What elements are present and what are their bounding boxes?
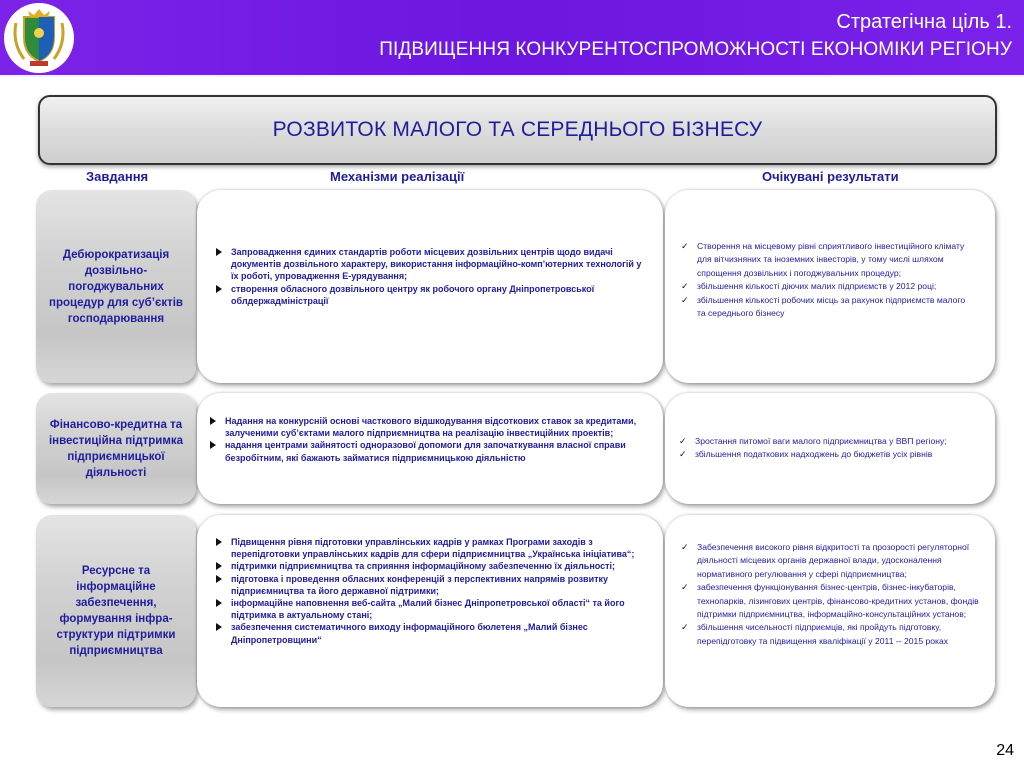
results-card <box>665 515 995 707</box>
list-item: ✓ збільшення кількості діючих малих підприємств у 2012 році; <box>679 280 971 293</box>
list-item: інформаційне наповнення веб-сайта „Малий бізнес Дніпропетровської області“ та його підтримка в актуальному стані; <box>213 597 649 621</box>
list-item: створення обласного дозвільного центру як робочого органу Дніпропетровської облдержадміністрації <box>213 283 651 307</box>
list-item: ✓ збільшення чисельності підприємців, які пройдуть підготовку, перепідготовку та підвищення кваліфікації у 2011 -- 2015 роках <box>679 621 981 648</box>
slide-goal-subtitle: ПІДВИЩЕННЯ КОНКУРЕНТОСПРОМОЖНОСТІ ЕКОНОМІКИ РЕГІОНУ <box>379 39 1012 60</box>
results-card <box>665 393 995 504</box>
mechanisms-card <box>197 393 663 504</box>
section-title: РОЗВИТОК МАЛОГО ТА СЕРЕДНЬОГО БІЗНЕСУ <box>272 118 763 141</box>
header-divider <box>0 75 1024 77</box>
list-item: ✓ Зростання питомої ваги малого підприємництва у ВВП регіону; <box>677 435 983 448</box>
task-card <box>36 190 196 383</box>
task-text: Фінансово-кредитна та інвестиційна підтримка підприємницької діяльності <box>48 418 184 479</box>
list-item: підготовка і проведення обласних конференцій з перспективних напрямів розвитку підприємництва та його державної підтримки; <box>213 573 649 597</box>
column-header-mechanisms: Механізми реалізації <box>330 169 465 184</box>
task-card <box>36 515 196 707</box>
section-banner <box>38 95 997 165</box>
list-item: ✓ Забезпечення високого рівня відкритості та прозорості регуляторної діяльності місцевих органів державної влади, удосконалення нормативного регулювання у сфері підприємництва; <box>679 541 981 581</box>
column-header-tasks: Завдання <box>86 169 149 184</box>
list-item: ✓ збільшення податкових надходжень до бюджетів усіх рівнів <box>677 448 983 461</box>
column-header-results: Очікувані результати <box>762 169 899 184</box>
list-item: забезпечення систематичного виходу інформаційного бюлетеня „Малий бізнес Дніпропетровщини“ <box>213 621 649 645</box>
list-item: підтримки підприємництва та сприяння інформаційному забезпеченню їх діяльності; <box>213 560 649 572</box>
list-item: надання центрами зайнятості одноразової допомоги для започаткування власної справи безробітним, які бажають займатися підприємницькою діяльністю <box>207 439 657 463</box>
list-item: ✓ забезпечення функціонування бізнес-центрів, бізнес-інкубаторів, технопарків, лізингових центрів, фінансово-кредитних установ, фондів підтримки підприємництва, інформаційно-консультаційних установ; <box>679 581 981 621</box>
slide-goal-title: Стратегічна ціль 1. <box>836 11 1012 33</box>
mechanisms-card <box>197 190 663 383</box>
results-card <box>665 190 995 383</box>
list-item: Надання на конкурсній основі часткового відшкодування відсоткових ставок за кредитами, залученими суб’єктами малого підприємництва на реалізацію інвестиційних проектів; <box>207 415 657 439</box>
list-item: Запровадження єдиних стандартів роботи місцевих дозвільних центрів щодо видачі документів дозвільного характеру, використання інформаційно-комп’ютерних технологій у їх роботі, упровадження Е-урядування; <box>213 246 651 283</box>
list-item: ✓ збільшення кількості робочих місць за рахунок підприємств малого та середнього бізнесу <box>679 294 971 321</box>
list-item: Підвищення рівня підготовки управлінських кадрів у рамках Програми заходів з перепідготовки управлінських кадрів для сфери підприємництва „Українська ініціатива“; <box>213 536 649 560</box>
coat-of-arms-icon <box>4 3 74 73</box>
list-item: ✓ Створення на місцевому рівні сприятливого інвестиційного клімату для вітчизняних та іноземних інвесторів, у тому числі шляхом спрощення дозвільних і погоджувальних процедур; <box>679 240 971 280</box>
task-text: Ресурсне та інформаційне забезпечення, формування інфра-структури підтримки підприємництва <box>56 565 176 657</box>
mechanisms-card <box>197 515 663 707</box>
task-card <box>36 393 196 504</box>
page-number: 24 <box>996 742 1014 759</box>
task-text: Дебюрократизація дозвільно-погоджувальних процедур для суб’єктів господарювання <box>49 248 183 325</box>
